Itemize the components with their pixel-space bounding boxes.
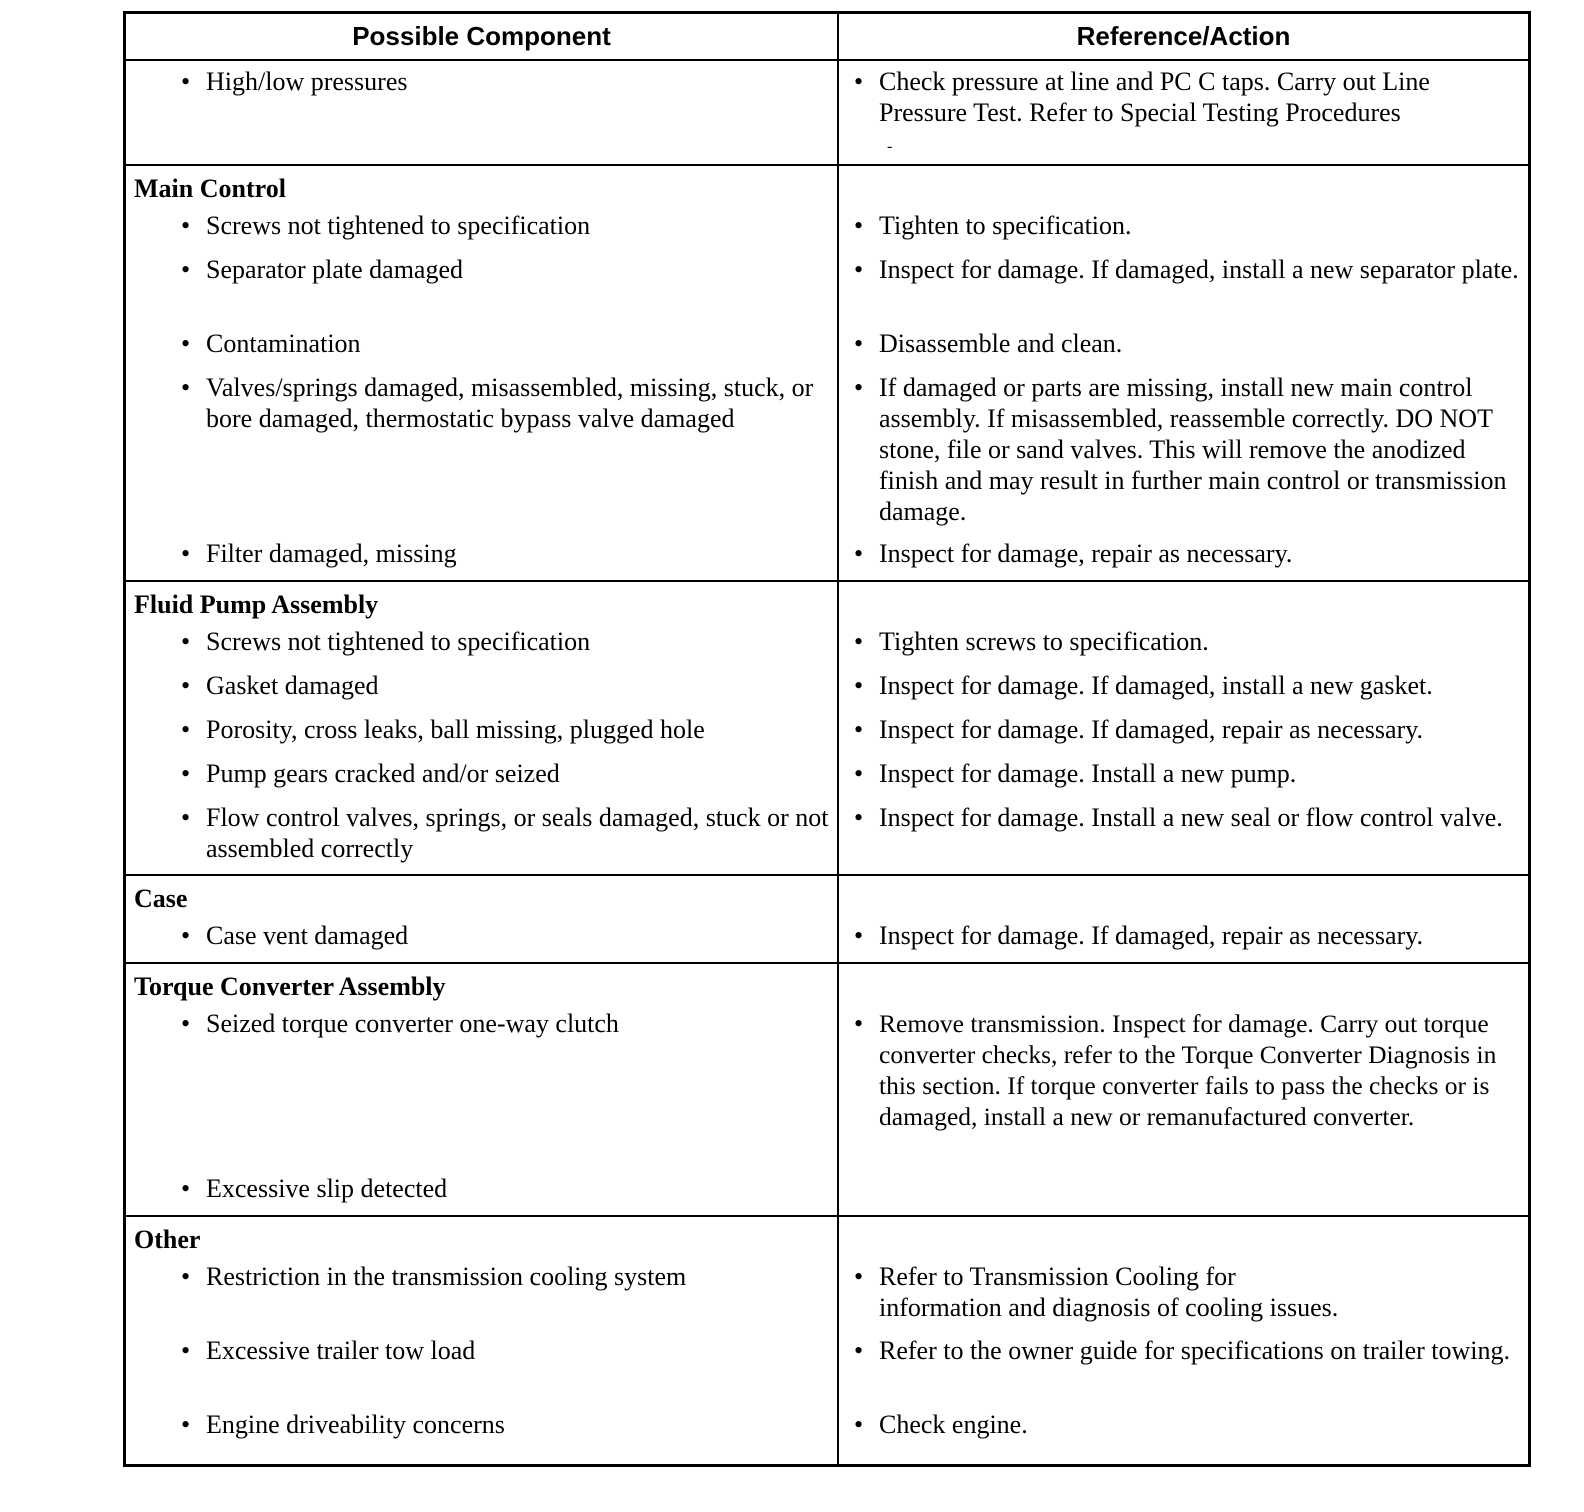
list-item: • Seized torque converter one-way clutch xyxy=(126,1008,837,1173)
list-item: • Refer to the owner guide for specifications on trailer towing. xyxy=(839,1335,1528,1409)
section-title: Other xyxy=(134,1224,201,1254)
list-item: • Excessive slip detected xyxy=(126,1173,837,1213)
bullet-icon: • xyxy=(854,759,864,788)
section-main-control xyxy=(126,164,1528,580)
list-item: • Check engine. xyxy=(839,1409,1528,1449)
list-item xyxy=(839,1173,1528,1213)
bullet-icon: • xyxy=(181,211,191,240)
list-item: • Tighten to specification. xyxy=(839,210,1528,254)
list-item: • Contamination xyxy=(126,328,837,372)
bullet-icon: • xyxy=(181,1262,191,1291)
section-fluid-pump xyxy=(126,580,1528,874)
table-row xyxy=(126,59,1528,164)
bullet-icon: • xyxy=(854,1336,864,1365)
bullet-icon: • xyxy=(181,373,191,402)
list-item: • If damaged or parts are missing, install new main control assembly. If misassembled, reassemble correctly. DO NOT stone, file or sand valves. This will remove the anodized finish and may result in further main control or transmission damage. xyxy=(839,372,1528,538)
bullet-icon: • xyxy=(181,255,191,284)
bullet-icon: • xyxy=(854,803,864,832)
list-item: • Porosity, cross leaks, ball missing, plugged hole xyxy=(126,714,837,758)
stray-mark: - xyxy=(887,138,893,155)
list-item: • Tighten screws to specification. xyxy=(839,626,1528,670)
bullet-icon: • xyxy=(854,627,864,656)
list-item: • Inspect for damage, repair as necessary. xyxy=(839,538,1528,578)
list-item: • Screws not tightened to specification xyxy=(126,210,837,254)
component-text: High/low pressures xyxy=(206,67,408,96)
bullet-icon: • xyxy=(854,211,864,240)
header-reference-action: Reference/Action xyxy=(1076,21,1291,51)
bullet-icon: • xyxy=(854,1410,864,1439)
bullet-icon: • xyxy=(181,671,191,700)
list-item: • Remove transmission. Inspect for damage. Carry out torque converter checks, refer to the Torque Converter Diagnosis in this section. If torque converter fails to pass the checks or is damaged, install a new or remanufactured converter. xyxy=(839,1008,1528,1173)
list-item: • Pump gears cracked and/or seized xyxy=(126,758,837,802)
list-item xyxy=(126,66,837,97)
bullet-icon: • xyxy=(854,255,864,284)
section-torque-converter xyxy=(126,962,1528,1215)
section-title: Torque Converter Assembly xyxy=(134,971,446,1001)
bullet-icon: • xyxy=(181,627,191,656)
bullet-icon: • xyxy=(181,1336,191,1365)
bullet-icon: • xyxy=(181,1009,191,1038)
list-item: • Restriction in the transmission cooling system xyxy=(126,1261,837,1335)
list-item: • Flow control valves, springs, or seals damaged, stuck or not assembled correctly xyxy=(126,802,837,872)
bullet-icon: • xyxy=(854,1009,864,1038)
list-item xyxy=(839,1261,1528,1335)
bullet-icon: • xyxy=(854,539,864,568)
list-item: • Filter damaged, missing xyxy=(126,538,837,578)
bullet-icon: • xyxy=(854,1262,864,1291)
bullet-icon: • xyxy=(181,921,191,950)
section-title: Main Control xyxy=(134,173,286,203)
list-item: • Valves/springs damaged, misassembled, missing, stuck, or bore damaged, thermostatic bypass valve damaged xyxy=(126,372,837,538)
bullet-icon: • xyxy=(854,671,864,700)
bullet-icon: • xyxy=(854,921,864,950)
list-item: • Engine driveability concerns xyxy=(126,1409,837,1449)
action-text-line: information and diagnosis of cooling issues. xyxy=(879,1293,1339,1322)
list-item: • Separator plate damaged xyxy=(126,254,837,328)
list-item xyxy=(839,66,1528,128)
bullet-icon: • xyxy=(181,715,191,744)
bullet-icon: • xyxy=(181,1410,191,1439)
bullet-icon: • xyxy=(854,67,864,96)
bullet-icon: • xyxy=(181,67,191,96)
list-item: • Excessive trailer tow load xyxy=(126,1335,837,1409)
bullet-icon: • xyxy=(181,1174,191,1203)
section-case xyxy=(126,874,1528,962)
bullet-icon: • xyxy=(854,373,864,402)
bullet-icon: • xyxy=(854,715,864,744)
list-item: • Inspect for damage. If damaged, repair as necessary. xyxy=(839,920,1528,960)
table-header-row xyxy=(126,14,1528,59)
action-text-line: Refer to Transmission Cooling for xyxy=(879,1262,1236,1291)
bullet-icon: • xyxy=(181,329,191,358)
list-item: • Gasket damaged xyxy=(126,670,837,714)
bullet-icon: • xyxy=(854,329,864,358)
section-other xyxy=(126,1215,1528,1465)
list-item: • Inspect for damage. If damaged, repair as necessary. xyxy=(839,714,1528,758)
diagnosis-table xyxy=(123,11,1531,1467)
bullet-icon: • xyxy=(181,759,191,788)
bullet-icon: • xyxy=(181,539,191,568)
section-title: Case xyxy=(134,883,188,913)
list-item: • Inspect for damage. If damaged, install a new gasket. xyxy=(839,670,1528,714)
list-item: • Screws not tightened to specification xyxy=(126,626,837,670)
section-title: Fluid Pump Assembly xyxy=(134,589,379,619)
list-item: • Inspect for damage. Install a new pump. xyxy=(839,758,1528,802)
action-text: Check pressure at line and PC C taps. Carry out Line Pressure Test. Refer to Special Testing Procedures xyxy=(879,67,1430,127)
list-item: • Inspect for damage. If damaged, install a new separator plate. xyxy=(839,254,1528,328)
header-possible-component: Possible Component xyxy=(126,14,839,59)
list-item: • Inspect for damage. Install a new seal or flow control valve. xyxy=(839,802,1528,872)
list-item: • Case vent damaged xyxy=(126,920,837,960)
list-item: • Disassemble and clean. xyxy=(839,328,1528,372)
bullet-icon: • xyxy=(181,803,191,832)
